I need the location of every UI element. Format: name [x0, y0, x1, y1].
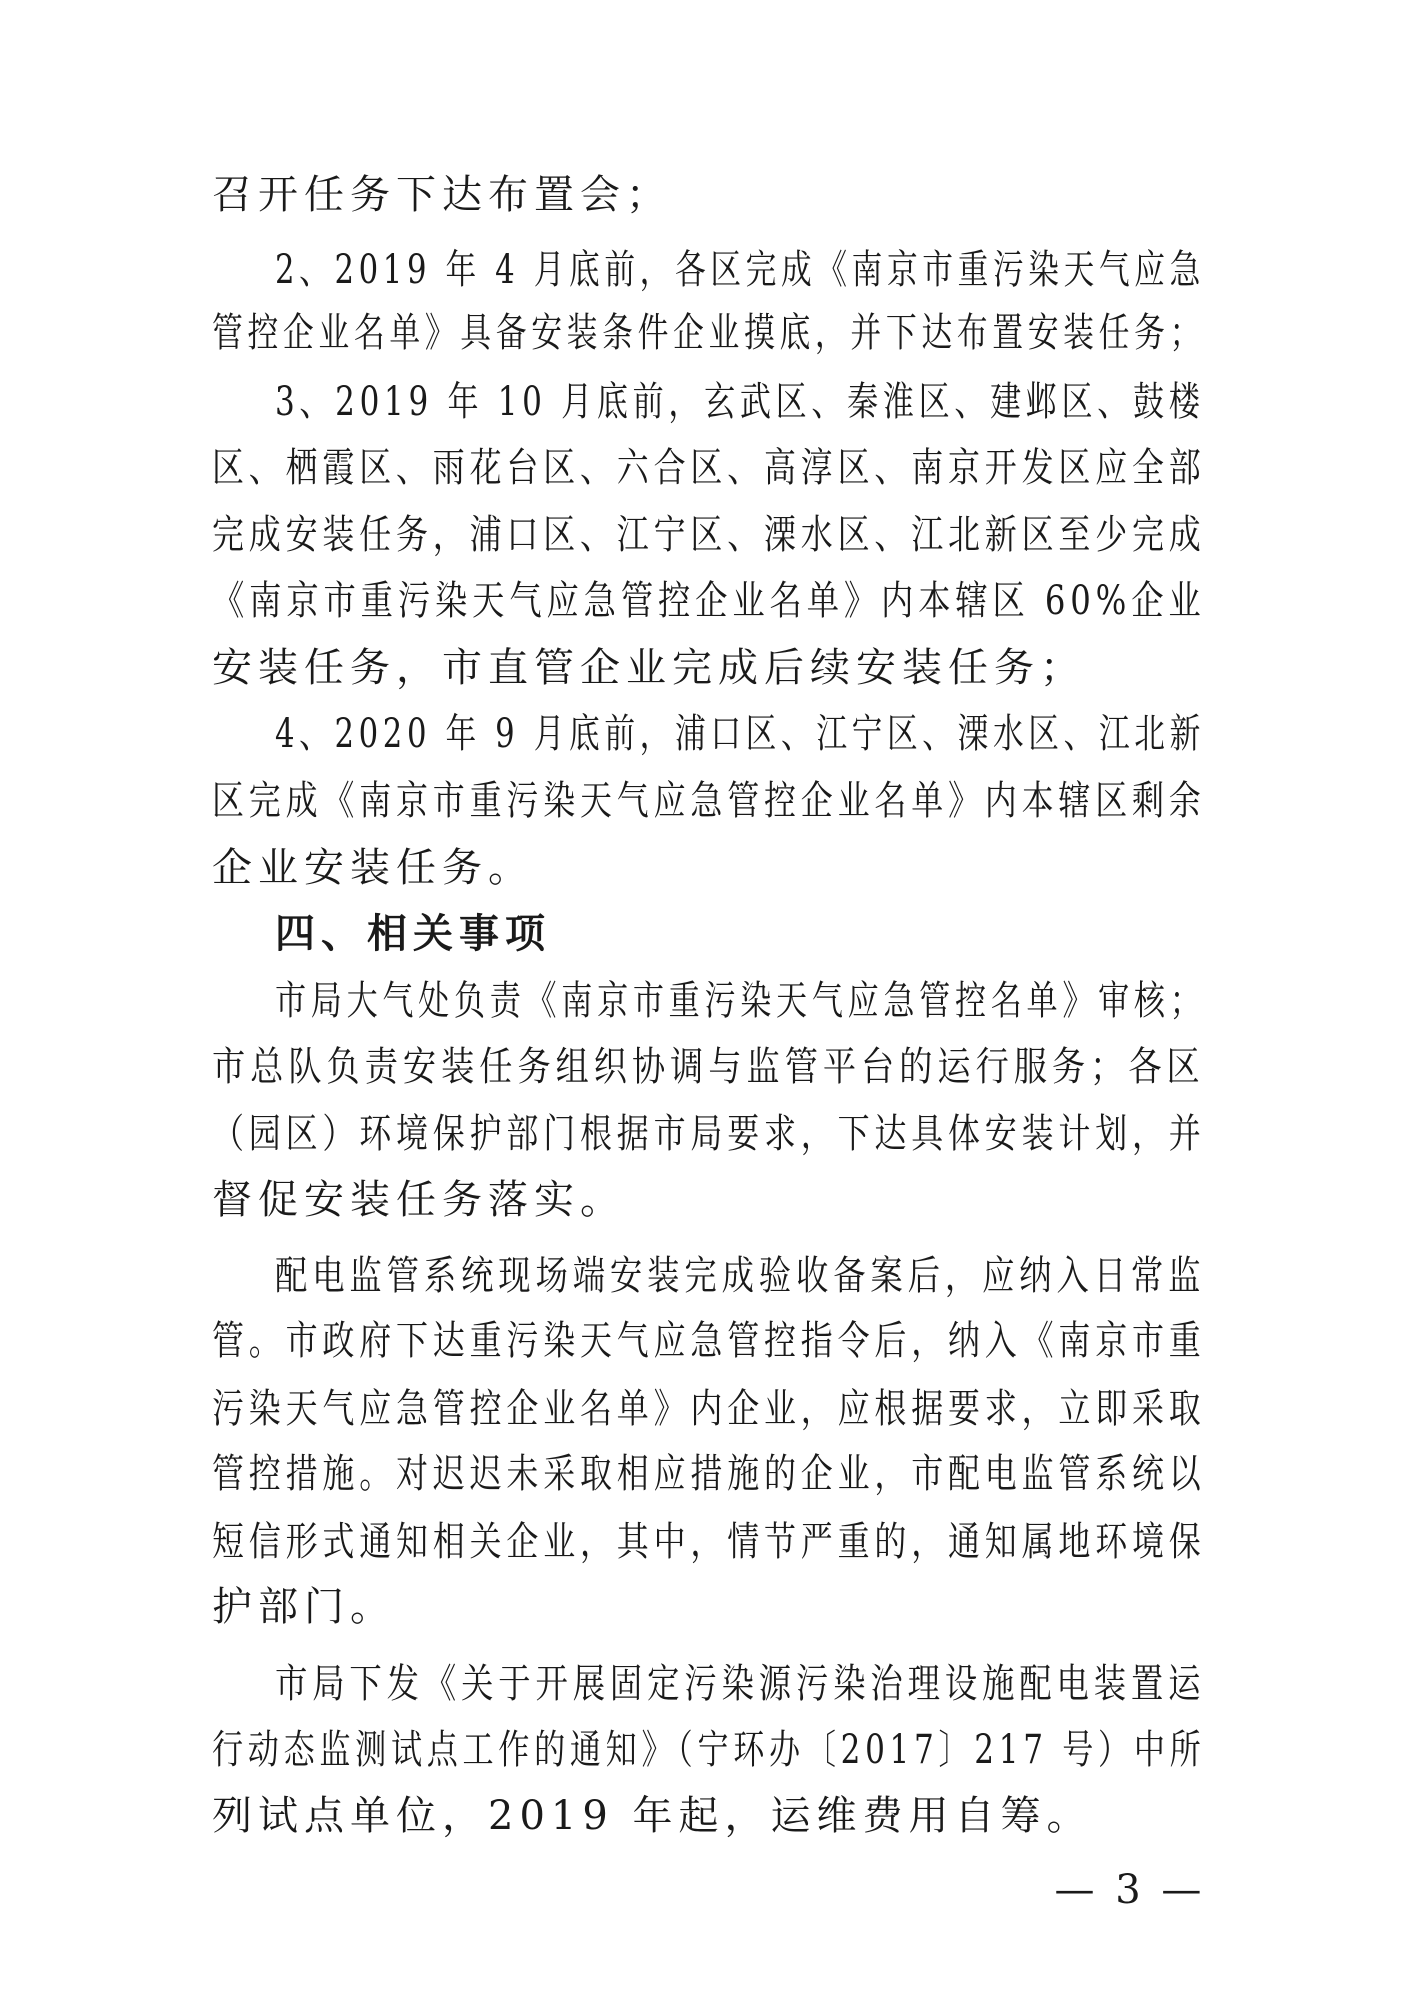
page-number: — 3 — [1054, 1867, 1206, 1913]
line-text: 完成安装任务，浦口区、江宁区、溧水区、江北新区至少完成 [212, 512, 1206, 558]
body-line [0, 1170, 1415, 1230]
body-line [0, 372, 1415, 432]
line-text: 2、2019 年 4 月底前，各区完成《南京市重污染天气应急 [275, 247, 1205, 293]
line-text: 区完成《南京市重污染天气应急管控企业名单》内本辖区剩余 [212, 778, 1206, 824]
body-line [0, 1720, 1415, 1780]
body-line [0, 638, 1415, 698]
line-text: 行动态监测试点工作的通知》（宁环办〔2017〕217 号）中所 [212, 1727, 1206, 1773]
line-text: 配电监管系统现场端安装完成验收备案后，应纳入日常监 [275, 1253, 1206, 1299]
body-line [0, 571, 1415, 631]
line-text: 安装任务，市直管企业完成后续安装任务； [212, 645, 1086, 691]
body-line [0, 505, 1415, 565]
body-line [0, 1512, 1415, 1572]
line-text: 市局下发《关于开展固定污染源污染治理设施配电装置运 [275, 1661, 1206, 1707]
body-line [0, 1311, 1415, 1371]
line-text: 管。市政府下达重污染天气应急管控指令后，纳入《南京市重 [212, 1318, 1206, 1364]
section-heading-text: 四、相关事项 [275, 911, 551, 957]
line-text: 企业安装任务。 [212, 845, 534, 891]
body-line [0, 1104, 1415, 1164]
line-text: 3、2019 年 10 月底前，玄武区、秦淮区、建邺区、鼓楼 [275, 379, 1205, 425]
line-text: 4、2020 年 9 月底前，浦口区、江宁区、溧水区、江北新 [275, 711, 1205, 757]
line-text: 短信形式通知相关企业，其中，情节严重的，通知属地环境保 [212, 1519, 1206, 1565]
line-text: 列试点单位，2019 年起，运维费用自筹。 [212, 1793, 1093, 1839]
body-line [0, 303, 1415, 363]
line-text: 市总队负责安装任务组织协调与监管平台的运行服务；各区 [212, 1044, 1205, 1090]
body-line [0, 1654, 1415, 1714]
body-line [0, 1786, 1415, 1846]
line-text: 管控措施。对迟迟未采取相应措施的企业，市配电监管系统以 [212, 1451, 1206, 1497]
line-text: 《南京市重污染天气应急管控企业名单》内本辖区 60%企业 [212, 578, 1206, 624]
section-heading [0, 904, 1415, 964]
body-line [0, 240, 1415, 300]
body-line [0, 1379, 1415, 1439]
body-line [0, 1444, 1415, 1504]
body-line [0, 1037, 1415, 1097]
body-line [0, 704, 1415, 764]
body-line [0, 1246, 1415, 1306]
body-line [0, 1577, 1415, 1637]
line-text: 市局大气处负责《南京市重污染天气应急管控名单》审核； [275, 978, 1206, 1024]
line-text: （园区）环境保护部门根据市局要求，下达具体安装计划，并 [212, 1111, 1206, 1157]
line-text: 护部门。 [212, 1584, 396, 1630]
line-text: 督促安装任务落实。 [212, 1177, 626, 1223]
body-line [0, 971, 1415, 1031]
line-text: 管控企业名单》具备安装条件企业摸底，并下达布置安装任务； [212, 310, 1206, 356]
line-text: 区、栖霞区、雨花台区、六合区、高淳区、南京开发区应全部 [212, 445, 1206, 491]
body-line [0, 438, 1415, 498]
body-line [0, 165, 1415, 225]
line-text: 污染天气应急管控企业名单》内企业，应根据要求，立即采取 [212, 1386, 1206, 1432]
line-text: 召开任务下达布置会； [212, 172, 672, 218]
body-line [0, 838, 1415, 898]
body-line [0, 771, 1415, 831]
